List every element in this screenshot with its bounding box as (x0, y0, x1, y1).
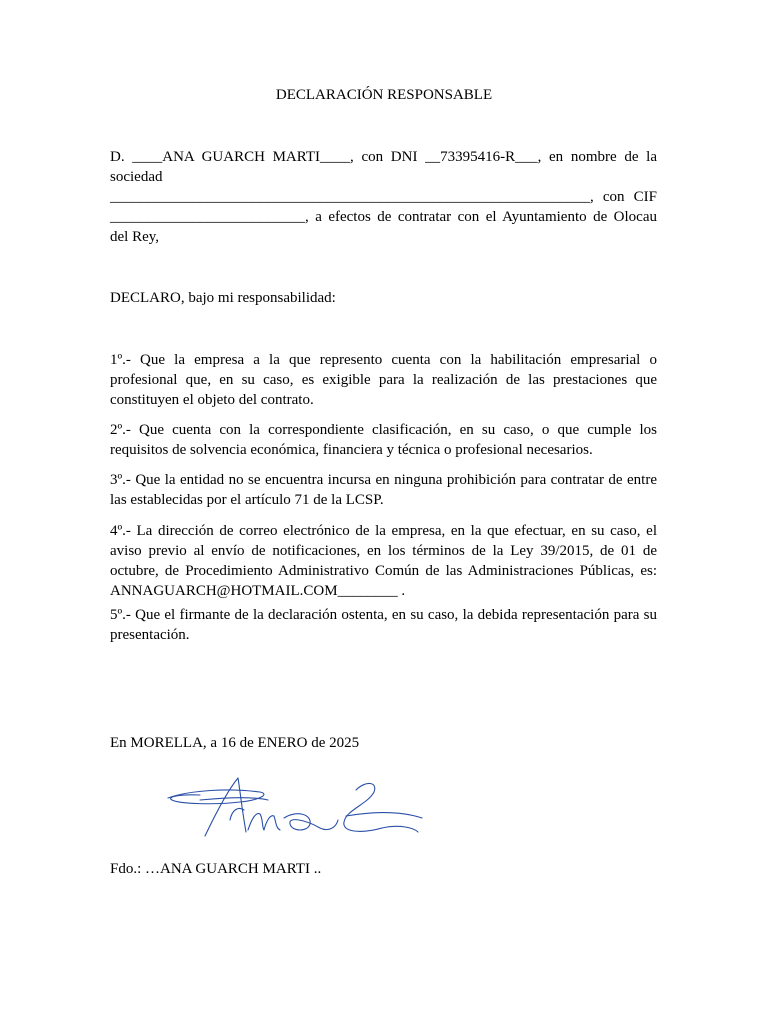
declarant-line-1: D. ____ANA GUARCH MARTI____, con DNI __73395416-R___, en nombre de la (110, 149, 657, 165)
declarant-line-2: sociedad (110, 169, 163, 185)
document-title: DECLARACIÓN RESPONSABLE (275, 87, 493, 103)
declarant-line-3: ________________________________________________________________, con CIF (110, 189, 657, 205)
declaration-item-4 (110, 521, 657, 601)
declaration-item-text: 2º.- Que cuenta con la correspondiente clasificación, en su caso, o que cumple los requisitos de solvencia económica, financiera y técnica o profesional necesarios. (110, 422, 657, 458)
signed-by: Fdo.: …ANA GUARCH MARTI .. (110, 861, 322, 877)
declaration-item-text: 3º.- Que la entidad no se encuentra incursa en ninguna prohibición para contratar de entre las establecidas por el artículo 71 de la LCSP. (110, 472, 657, 508)
handwritten-signature (160, 770, 430, 845)
place-and-date: En MORELLA, a 16 de ENERO de 2025 (110, 735, 360, 751)
declaration-item-1 (110, 350, 657, 410)
declarant-identification (110, 147, 657, 247)
declarant-line-5: del Rey, (110, 229, 160, 245)
declaration-heading: DECLARO, bajo mi responsabilidad: (110, 290, 336, 306)
declarant-line-4: __________________________, a efectos de contratar con el Ayuntamiento de Olocau (110, 209, 657, 225)
declaration-item-2 (110, 420, 657, 460)
declaration-item-text: 5º.- Que el firmante de la declaración ostenta, en su caso, la debida representación para su presentación. (110, 607, 657, 643)
declaration-item-text: 1º.- Que la empresa a la que represento cuenta con la habilitación empresarial o profesional que, en su caso, es exigible para la realización de las prestaciones que constituyen el objeto del contrato. (110, 352, 657, 408)
declaration-item-5 (110, 605, 657, 645)
declaration-item-text: 4º.- La dirección de correo electrónico de la empresa, en la que efectuar, en su caso, el aviso previo al envío de notificaciones, en los términos de la Ley 39/2015, de 01 de octubre, de Procedimiento Administrativo Común de las Administraciones Públicas, es: ANNAGUARCH@HOTMAIL.COM________ . (110, 523, 657, 599)
declaration-item-3 (110, 470, 657, 510)
